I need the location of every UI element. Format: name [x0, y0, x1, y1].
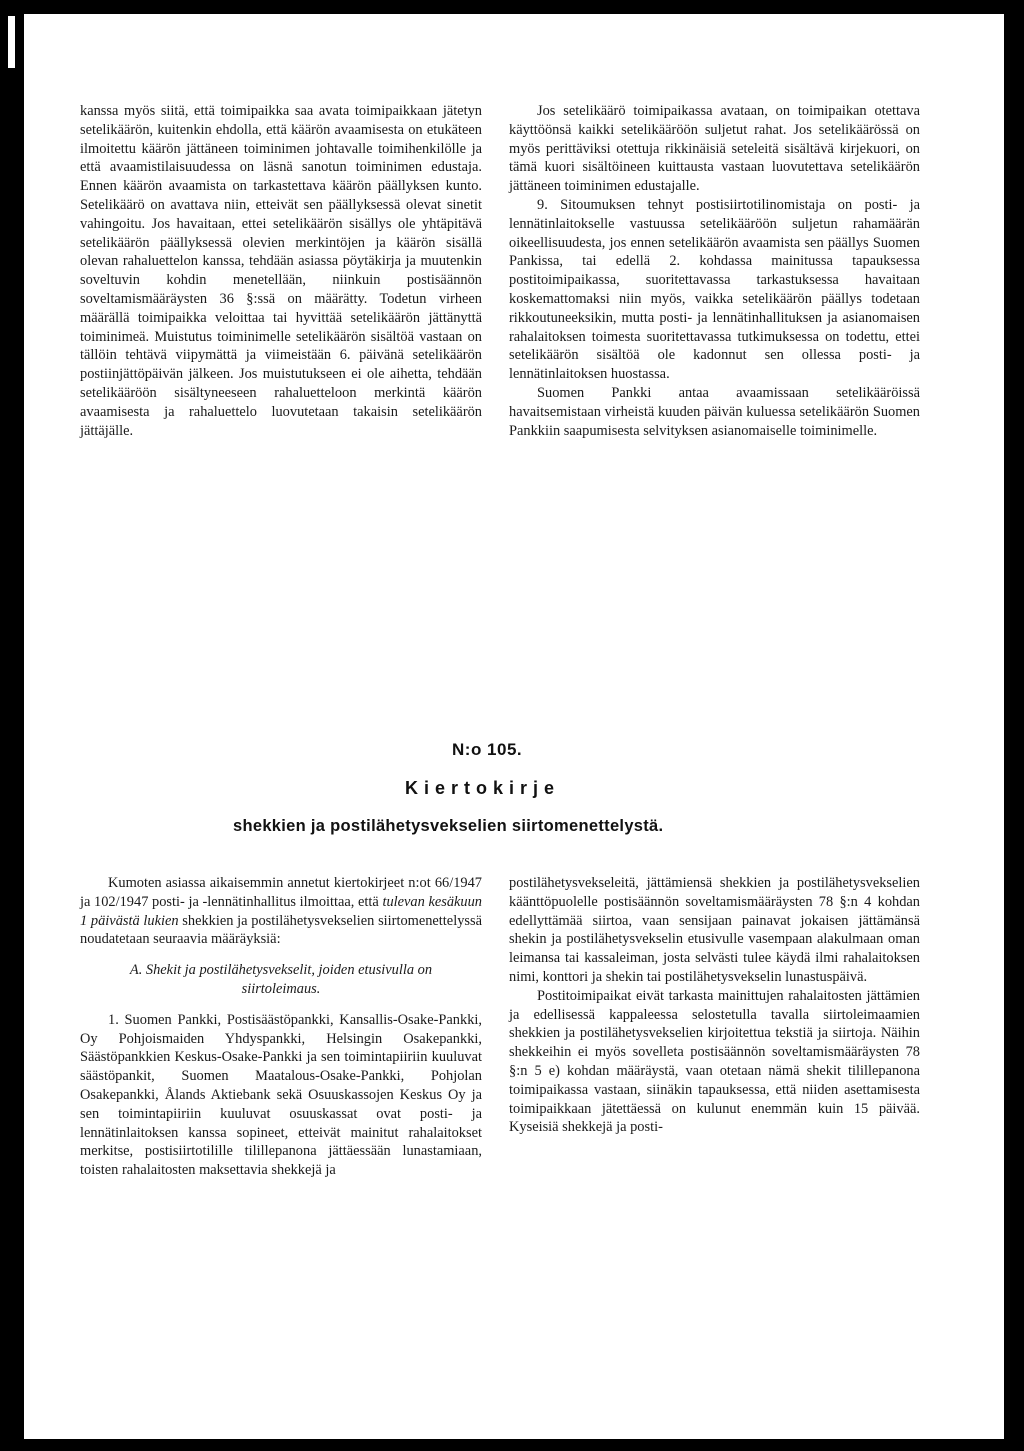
scan-border-top	[0, 0, 1024, 14]
top-left-column	[80, 102, 482, 440]
top-right-column	[509, 102, 920, 440]
circular-number: N:o 105.	[452, 740, 523, 759]
scan-border-notch	[8, 16, 15, 68]
intro-text: Kumoten asiassa aikaisemmin annetut kiertokirjeet n:ot 66/1947 ja 102/1947 posti- ja -lennätinhallitus ilmoittaa, että	[80, 875, 482, 910]
bottom-left-column	[80, 874, 482, 1180]
paragraph: 9. Sitoumuksen tehnyt postisiirtotilinomistaja on posti- ja lennätinlaitokselle vastuussa setelikääröön suljetun rahamäärän oikeellisuudesta, jos ennen setelikäärön avaamista sen päällys Suomen Pankissa, tai edellä 2. kohdassa mainitussa tapauksessa postitoimipaikassa, suoritettavassa tarkastuksessa havaitaan koskemattomaksi niin myös, vaikka setelikäärön päällys todetaan rikkoutuneeksikin, mutta posti- ja lennätinhallituksen ja asianomaisen rahalaitoksen toimesta suoritettavassa tutkimuksessa on todettu, ettei setelikäärön sisältöä ole kadonnut sen ollessa posti- ja lennätinlaitoksen huostassa.	[509, 196, 920, 383]
scan-border-left	[0, 0, 24, 1451]
scan-border-right	[1004, 0, 1024, 1451]
paragraph: 1. Suomen Pankki, Postisäästöpankki, Kansallis-Osake-Pankki, Oy Pohjoismaiden Yhdyspankki, Helsingin Osakepankki, Säästöpankkien Keskus-Osake-Pankki ja sen toimintapiiriin kuuluvat säästöpankit, Suomen Maatalous-Osake-Pankki, Pohjolan Osakepankki, Ålands Aktiebank sekä Osuuskassojen Keskus Oy ja sen toimintapiiriin kuuluvat osuuskassat ovat posti- ja lennätinlaitoksen kanssa sopineet, etteivät mainitut rahalaitokset merkitse, postisiirtotilille tilillepanona jättäessään lunastamiaan, toisten rahalaitosten maksettavia shekkejä ja	[80, 1011, 482, 1179]
section-heading: A. Shekit ja postilähetysvekselit, joiden etusivulla on siirtoleimaus.	[129, 962, 433, 997]
intro-paragraph	[80, 874, 482, 949]
bottom-right-column	[509, 874, 920, 1137]
circular-title: Kiertokirje	[405, 778, 561, 798]
intro-emphasis: tulevan kesäkuun 1 päivästä lukien	[80, 893, 482, 929]
circular-subtitle: shekkien ja postilähetysvekselien siirtomenettelystä.	[233, 817, 664, 835]
paragraph: Postitoimipaikat eivät tarkasta mainittujen rahalaitosten jättämien ja edellisessä kappaleessa selostetulla tavalla siirtoleimaamien shekkien ja postilähetysvekselien kirjoitettua tekstiä ja siirtoja. Näihin shekkeihin ei myös sovelleta postisäännön soveltamismääräysten 78 §:n 5 e) kohdan määräystä, vaan otetaan nämä shekit tilillepanona toimipaikassa vastaan, siinäkin tapauksessa, että niiden asettamisesta toimipaikkaan jätettäessä on kulunut enemmän kuin 15 päivää. Kyseisiä shekkejä ja posti-	[509, 987, 920, 1136]
paragraph: Jos setelikäärö toimipaikassa avataan, on toimipaikan otettava käyttöönsä kaikki setelikääröön suljetut rahat. Jos setelikäärössä on myös perittäviksi otettuja rikkinäisiä seteleitä sisältävä kirjekuori, on tämä kuori sisältöineen kuittausta vastaan luovutettava setelikäärön jättäneen toiminimen edustajalle.	[509, 103, 920, 195]
intro-text: shekkien ja postilähetysvekselien siirtomenettelyssä noudatetaan seuraavia määräyksiä:	[80, 912, 482, 948]
paragraph: kanssa myös siitä, että toimipaikka saa avata toimipaikkaan jätetyn setelikäärön, kuitenkin ehdolla, että käärön avaamisesta on etukäteen ilmoitettu käärön jättäneen toiminimen johtavalle toimihenkilölle ja että avaamistilaisuudessa on läsnä sanotun toiminimen edustaja. Ennen käärön avaamista on tarkastettava käärön päällyksen kunto. Setelikäärö on avattava niin, etteivät sen päällyksessä olevat sinetit vahingoitu. Jos havaitaan, ettei setelikäärön sisällys ole yhtäpitävä setelikäärön päällyksessä olevien merkintöjen ja käärön sisällä olevan rahaluettelon kanssa, tehdään asiassa pöytäkirja ja muutenkin soveltuvin kohdin menetellään, niinkuin postisäännön soveltamismääräysten 36 §:ssä on määrätty. Todetun virheen määrällä toimipaikka veloittaa tai hyvittää setelikäärön jättänyttä toiminimeä. Muistutus toiminimelle setelikäärön sisältöä vastaan on tällöin tehtävä viipymättä ja viimeistään 6. päivänä setelikäärön postiinjättöpäivän jälkeen. Jos muistutukseen ei ole aihetta, tehdään setelikääröön sisältyneeseen rahaluetteloon merkintä käärön avaamisesta ja rahaluettelo luovutetaan takaisin setelikäärön jättäjälle.	[80, 103, 482, 439]
paragraph: postilähetysvekseleitä, jättämiensä shekkien ja postilähetysvekselien käänttöpuolelle postisäännön soveltamismääräysten 78 §:n 4 kohdan edellyttämää siirtoa, vaan sensijaan painavat jokaisen jättämänsä shekin ja postilähetysvekselin etusivulle vasempaan alakulmaan oman leimansa tai kassaleiman, josta selvästi tulee käydä ilmi rahalaitoksen nimi, konttori ja shekin tai postilähetysvekselin lunastuspäivä.	[509, 875, 920, 985]
scan-border-bottom	[0, 1439, 1024, 1451]
paragraph: Suomen Pankki antaa avaamissaan setelikääröissä havaitsemistaan virheistä kuuden päivän kuluessa setelikäärön Suomen Pankkiin saapumisesta selvityksen asianomaiselle toiminimelle.	[509, 384, 920, 439]
